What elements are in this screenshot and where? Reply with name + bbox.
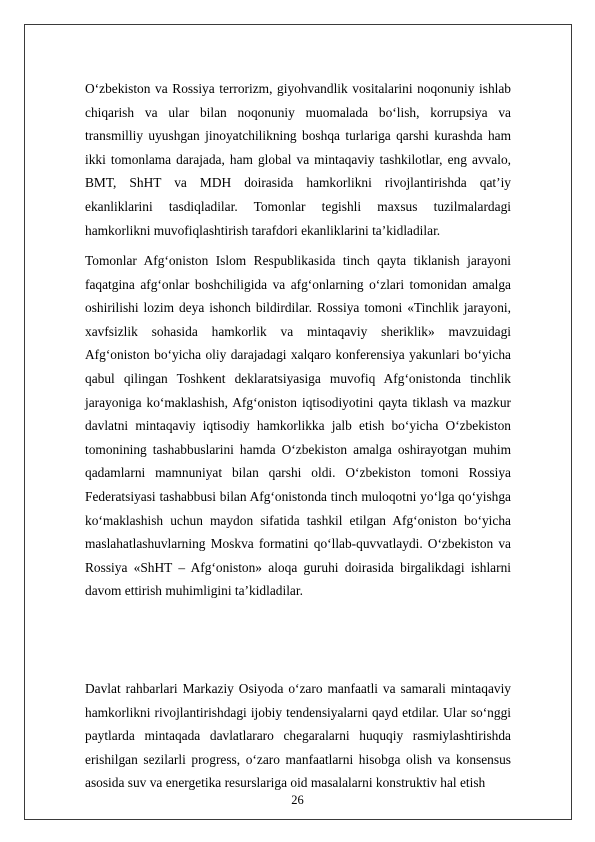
page-number: 26 [291,793,304,807]
body-paragraph: O‘zbekiston va Rossiya terrorizm, giyohvandlik vositalarini noqonuniy ishlab chiqarish va ular bilan noqonuniy muomalada bo‘lish, korrupsiya va transmilliy uyushgan jinoyatchilikning boshqa turlariga qarshi kurashda ham ikki tomonlama darajada, ham global va mintaqaviy tashkilotlar, eng avvalo, BMT, ShHT va MDH doirasida hamkorlikni rivojlantirishda qat’iy ekanliklarini tasdiqladilar. Tomonlar tegishli maxsus tuzilmalardagi hamkorlikni muvofiqlashtirish tarafdori ekanliklarini ta’kidladilar. [85,81,511,238]
body-paragraph: Tomonlar Afg‘oniston Islom Respublikasida tinch qayta tiklanish jarayoni faqatgina afg‘onlar boshchiligida va afg‘onlarning o‘zlari tomonidan amalga oshirilishi lozim deya ishonch bildirdilar. Rossiya tomoni «Tinchlik jarayoni, xavfsizlik sohasida hamkorlik va mintaqaviy sheriklik» mavzuidagi Afg‘oniston bo‘yicha oliy darajadagi xalqaro konferensiya yakunlari bo‘yicha qabul qilingan Toshkent deklaratsiyasiga muvofiq Afg‘onistonda tinchlik jarayoniga ko‘maklashish, Afg‘oniston iqtisodiyotini qayta tiklash va mazkur davlatni mintaqaviy iqtisodiy hamkorlikka jalb etish bo‘yicha O‘zbekiston tomonining tashabbuslarini hamda O‘zbekiston amalga oshirayotgan muhim qadamlarni mamnuniyat bilan qarshi oldi. O‘zbekiston tomoni Rossiya Federatsiyasi tashabbusi bilan Afg‘onistonda tinch muloqotni yo‘lga qo‘yishga ko‘maklashish uchun maydon sifatida tashkil etilgan Afg‘oniston bo‘yicha maslahatlashuvlarning Moskva formatini qo‘llab-quvvatlaydi. O‘zbekiston va Rossiya «ShHT – Afg‘oniston» aloqa guruhi doirasida birgalikdagi ishlarni davom ettirish muhimligini ta’kidladilar. [85,253,511,599]
body-paragraph: Davlat rahbarlari Markaziy Osiyoda o‘zaro manfaatli va samarali mintaqaviy hamkorlikni rivojlantirishdagi ijobiy tendensiyalarni qayd etdilar. Ular so‘nggi paytlarda mintaqada davlatlararo chegaralarni huquqiy rasmiylashtirishda erishilgan sezilarli progress, o‘zaro manfaatlarni hisobga olish va konsensus asosida suv va energetika resurslariga oid masalalarni konstruktiv hal etish [85,681,511,791]
